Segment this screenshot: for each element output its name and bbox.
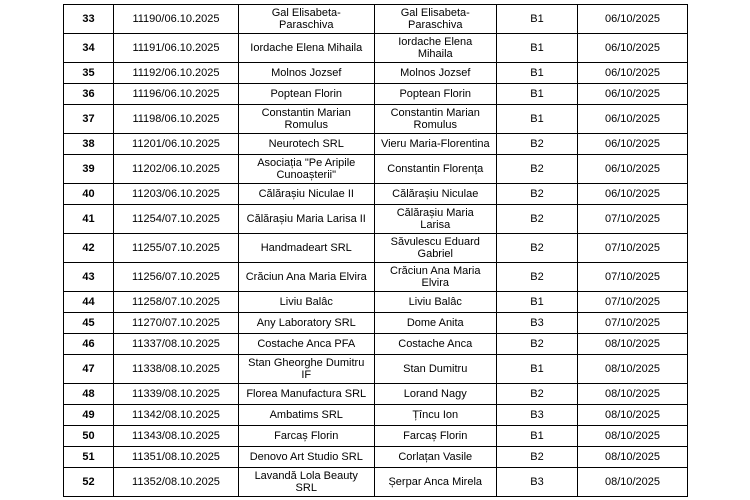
row-number-cell: 48 (64, 384, 114, 405)
category-cell: B2 (497, 205, 578, 234)
category-cell: B1 (497, 105, 578, 134)
applicant-name-cell: Handmadeart SRL (239, 234, 375, 263)
row-number-cell: 39 (64, 155, 114, 184)
table-row (64, 263, 688, 292)
registration-date-cell: 08/10/2025 (578, 384, 688, 405)
applicant-name-cell: Ambatims SRL (239, 405, 375, 426)
row-number-cell: 50 (64, 426, 114, 447)
row-number-cell: 41 (64, 205, 114, 234)
registration-number-cell: 11270/07.10.2025 (114, 313, 239, 334)
category-cell: B3 (497, 468, 578, 497)
representative-name-cell: Liviu Balâc (374, 292, 497, 313)
table-row (64, 205, 688, 234)
table-row (64, 292, 688, 313)
registration-date-cell: 06/10/2025 (578, 155, 688, 184)
representative-name-cell: Călărașiu Maria Larisa (374, 205, 497, 234)
registration-date-cell: 07/10/2025 (578, 263, 688, 292)
applicant-name-cell: Constantin Marian Romulus (239, 105, 375, 134)
registration-number-cell: 11352/08.10.2025 (114, 468, 239, 497)
applicant-name-cell: Farcaș Florin (239, 426, 375, 447)
representative-name-cell: Țîncu Ion (374, 405, 497, 426)
applicant-name-cell: Liviu Balâc (239, 292, 375, 313)
applicant-name-cell: Any Laboratory SRL (239, 313, 375, 334)
representative-name-cell: Constantin Florența (374, 155, 497, 184)
category-cell: B2 (497, 334, 578, 355)
applicant-name-cell: Denovo Art Studio SRL (239, 447, 375, 468)
row-number-cell: 38 (64, 134, 114, 155)
applicant-name-cell: Costache Anca PFA (239, 334, 375, 355)
category-cell: B3 (497, 313, 578, 334)
registration-number-cell: 11201/06.10.2025 (114, 134, 239, 155)
registration-number-cell: 11338/08.10.2025 (114, 355, 239, 384)
registration-number-cell: 11258/07.10.2025 (114, 292, 239, 313)
category-cell: B2 (497, 447, 578, 468)
registry-table-body (64, 5, 688, 497)
applicant-name-cell: Asociația "Pe Aripile Cunoașterii" (239, 155, 375, 184)
registration-date-cell: 08/10/2025 (578, 426, 688, 447)
registration-number-cell: 11342/08.10.2025 (114, 405, 239, 426)
registration-date-cell: 08/10/2025 (578, 334, 688, 355)
category-cell: B1 (497, 63, 578, 84)
registration-date-cell: 07/10/2025 (578, 292, 688, 313)
category-cell: B3 (497, 405, 578, 426)
category-cell: B2 (497, 134, 578, 155)
representative-name-cell: Crăciun Ana Maria Elvira (374, 263, 497, 292)
applicant-name-cell: Florea Manufactura SRL (239, 384, 375, 405)
representative-name-cell: Vieru Maria-Florentina (374, 134, 497, 155)
table-row (64, 155, 688, 184)
applicant-name-cell: Gal Elisabeta-Paraschiva (239, 5, 375, 34)
representative-name-cell: Corlațan Vasile (374, 447, 497, 468)
table-row (64, 384, 688, 405)
row-number-cell: 46 (64, 334, 114, 355)
registration-date-cell: 07/10/2025 (578, 234, 688, 263)
registration-date-cell: 08/10/2025 (578, 447, 688, 468)
registration-date-cell: 06/10/2025 (578, 5, 688, 34)
table-row (64, 5, 688, 34)
row-number-cell: 33 (64, 5, 114, 34)
registration-number-cell: 11339/08.10.2025 (114, 384, 239, 405)
table-row (64, 184, 688, 205)
representative-name-cell: Șerpar Anca Mirela (374, 468, 497, 497)
row-number-cell: 40 (64, 184, 114, 205)
row-number-cell: 51 (64, 447, 114, 468)
registration-number-cell: 11343/08.10.2025 (114, 426, 239, 447)
applicant-name-cell: Lavandă Lola Beauty SRL (239, 468, 375, 497)
row-number-cell: 36 (64, 84, 114, 105)
table-row (64, 63, 688, 84)
applicant-name-cell: Călărașiu Maria Larisa II (239, 205, 375, 234)
table-row (64, 105, 688, 134)
registration-number-cell: 11202/06.10.2025 (114, 155, 239, 184)
registration-date-cell: 06/10/2025 (578, 105, 688, 134)
applicant-name-cell: Molnos Jozsef (239, 63, 375, 84)
table-row (64, 34, 688, 63)
registration-date-cell: 06/10/2025 (578, 84, 688, 105)
applicant-name-cell: Stan Gheorghe Dumitru IF (239, 355, 375, 384)
registration-date-cell: 07/10/2025 (578, 205, 688, 234)
table-row (64, 447, 688, 468)
registration-date-cell: 06/10/2025 (578, 184, 688, 205)
registration-number-cell: 11190/06.10.2025 (114, 5, 239, 34)
row-number-cell: 34 (64, 34, 114, 63)
table-row (64, 405, 688, 426)
row-number-cell: 45 (64, 313, 114, 334)
category-cell: B1 (497, 84, 578, 105)
representative-name-cell: Costache Anca (374, 334, 497, 355)
table-row (64, 334, 688, 355)
representative-name-cell: Călărașiu Niculae (374, 184, 497, 205)
category-cell: B2 (497, 184, 578, 205)
table-row (64, 234, 688, 263)
registration-date-cell: 08/10/2025 (578, 405, 688, 426)
applicant-name-cell: Poptean Florin (239, 84, 375, 105)
category-cell: B2 (497, 263, 578, 292)
row-number-cell: 37 (64, 105, 114, 134)
row-number-cell: 44 (64, 292, 114, 313)
table-row (64, 468, 688, 497)
representative-name-cell: Dome Anita (374, 313, 497, 334)
registration-date-cell: 08/10/2025 (578, 355, 688, 384)
applicant-name-cell: Crăciun Ana Maria Elvira (239, 263, 375, 292)
representative-name-cell: Gal Elisabeta-Paraschiva (374, 5, 497, 34)
category-cell: B2 (497, 384, 578, 405)
representative-name-cell: Farcaș Florin (374, 426, 497, 447)
applicant-name-cell: Neurotech SRL (239, 134, 375, 155)
representative-name-cell: Molnos Jozsef (374, 63, 497, 84)
representative-name-cell: Constantin Marian Romulus (374, 105, 497, 134)
registration-number-cell: 11254/07.10.2025 (114, 205, 239, 234)
table-row (64, 313, 688, 334)
row-number-cell: 43 (64, 263, 114, 292)
category-cell: B2 (497, 155, 578, 184)
representative-name-cell: Poptean Florin (374, 84, 497, 105)
row-number-cell: 52 (64, 468, 114, 497)
representative-name-cell: Lorand Nagy (374, 384, 497, 405)
category-cell: B1 (497, 292, 578, 313)
representative-name-cell: Stan Dumitru (374, 355, 497, 384)
category-cell: B1 (497, 355, 578, 384)
category-cell: B1 (497, 426, 578, 447)
table-row (64, 426, 688, 447)
registration-date-cell: 06/10/2025 (578, 134, 688, 155)
row-number-cell: 47 (64, 355, 114, 384)
registration-date-cell: 06/10/2025 (578, 63, 688, 84)
registration-number-cell: 11255/07.10.2025 (114, 234, 239, 263)
row-number-cell: 42 (64, 234, 114, 263)
representative-name-cell: Săvulescu Eduard Gabriel (374, 234, 497, 263)
category-cell: B1 (497, 5, 578, 34)
representative-name-cell: Iordache Elena Mihaila (374, 34, 497, 63)
registration-number-cell: 11256/07.10.2025 (114, 263, 239, 292)
registration-date-cell: 07/10/2025 (578, 313, 688, 334)
row-number-cell: 35 (64, 63, 114, 84)
table-row (64, 84, 688, 105)
table-row (64, 134, 688, 155)
registration-number-cell: 11198/06.10.2025 (114, 105, 239, 134)
applicant-name-cell: Iordache Elena Mihaila (239, 34, 375, 63)
category-cell: B2 (497, 234, 578, 263)
category-cell: B1 (497, 34, 578, 63)
registration-number-cell: 11192/06.10.2025 (114, 63, 239, 84)
row-number-cell: 49 (64, 405, 114, 426)
applicant-name-cell: Călărașiu Niculae II (239, 184, 375, 205)
registration-number-cell: 11203/06.10.2025 (114, 184, 239, 205)
registry-table (63, 4, 688, 497)
registration-number-cell: 11337/08.10.2025 (114, 334, 239, 355)
table-row (64, 355, 688, 384)
registration-number-cell: 11351/08.10.2025 (114, 447, 239, 468)
registration-date-cell: 06/10/2025 (578, 34, 688, 63)
registration-date-cell: 08/10/2025 (578, 468, 688, 497)
registration-number-cell: 11196/06.10.2025 (114, 84, 239, 105)
registration-number-cell: 11191/06.10.2025 (114, 34, 239, 63)
